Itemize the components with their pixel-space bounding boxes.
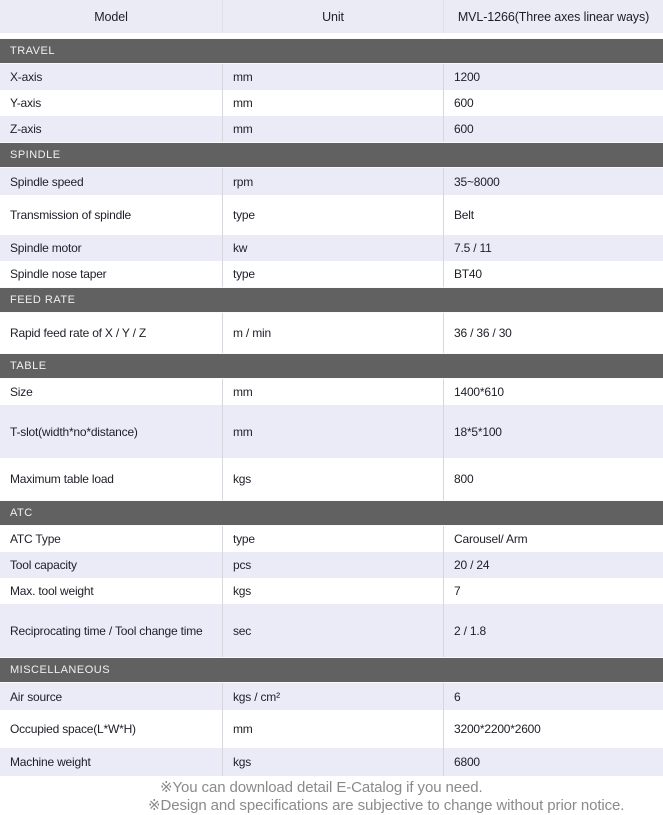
spec-row (0, 526, 663, 552)
section-header: TRAVEL (0, 38, 663, 64)
row-name-cell: Spindle motor (10, 241, 82, 255)
row-value-cell: Belt (443, 195, 663, 235)
row-value-cell: 20 / 24 (443, 552, 663, 578)
row-value-cell: 1400*610 (443, 379, 663, 405)
row-name-cell: ATC Type (10, 532, 61, 546)
row-unit-cell: mm (222, 116, 443, 142)
row-unit-cell: mm (222, 379, 443, 405)
spec-row (0, 313, 663, 353)
row-unit-cell: mm (222, 64, 443, 90)
row-name-cell: Z-axis (10, 122, 42, 136)
row-unit-cell: kgs (222, 458, 443, 500)
row-value-cell: 1200 (443, 64, 663, 90)
section-header: SPINDLE (0, 142, 663, 168)
footnotes (0, 776, 663, 815)
spec-row (0, 578, 663, 604)
column-header-model: Model (94, 9, 128, 24)
row-value-cell: 6800 (443, 748, 663, 776)
row-name-cell: Max. tool weight (10, 584, 94, 598)
row-name-cell: Spindle speed (10, 174, 84, 189)
row-name-cell: Reciprocating time / Tool change time (10, 623, 203, 638)
footnote-disclaimer: ※Design and specifications are subjective to change without prior notice. (148, 797, 625, 814)
row-value-cell: 18*5*100 (443, 405, 663, 458)
section-header: TABLE (0, 353, 663, 379)
row-name-cell: Occupied space(L*W*H) (10, 722, 136, 736)
row-name-cell: X-axis (10, 70, 43, 84)
spec-row (0, 195, 663, 235)
spec-row (0, 683, 663, 710)
row-value-cell: 600 (443, 116, 663, 142)
spec-row (0, 405, 663, 458)
row-unit-cell: kgs / cm² (222, 683, 443, 710)
spec-row (0, 552, 663, 578)
row-unit-cell: type (222, 261, 443, 287)
row-value-cell: 600 (443, 90, 663, 116)
section-header: ATC (0, 500, 663, 526)
row-value-cell: 3200*2200*2600 (443, 710, 663, 748)
row-unit-cell: sec (222, 604, 443, 657)
column-header-model-value: MVL-1266(Three axes linear ways) (443, 0, 663, 33)
row-name-cell: Machine weight (10, 755, 91, 769)
table-header-row (0, 0, 663, 38)
row-unit-cell: kgs (222, 748, 443, 776)
row-value-cell: 36 / 36 / 30 (443, 313, 663, 353)
row-value-cell: 6 (443, 683, 663, 710)
row-unit-cell: type (222, 195, 443, 235)
row-name-cell: Maximum table load (10, 472, 114, 486)
row-value-cell: 800 (443, 458, 663, 500)
spec-row (0, 604, 663, 657)
row-name-cell: Tool capacity (10, 558, 77, 572)
row-unit-cell: pcs (222, 552, 443, 578)
section-header: FEED RATE (0, 287, 663, 313)
row-unit-cell: mm (222, 90, 443, 116)
row-unit-cell: mm (222, 405, 443, 458)
row-name-cell: T-slot(width*no*distance) (10, 424, 138, 439)
spec-row (0, 90, 663, 116)
footnote-ecatalog: ※You can download detail E-Catalog if you need. (160, 779, 483, 796)
spec-row (0, 168, 663, 195)
row-value-cell: BT40 (443, 261, 663, 287)
row-unit-cell: kw (222, 235, 443, 261)
row-name-cell: Spindle nose taper (10, 267, 107, 281)
row-value-cell: 7 (443, 578, 663, 604)
spec-row (0, 748, 663, 776)
spec-row (0, 116, 663, 142)
spec-row (0, 64, 663, 90)
row-unit-cell: rpm (222, 168, 443, 195)
spec-row (0, 261, 663, 287)
sections (0, 38, 663, 776)
row-unit-cell: kgs (222, 578, 443, 604)
row-value-cell: Carousel/ Arm (443, 526, 663, 552)
row-name-cell: Transmission of spindle (10, 208, 132, 222)
row-name-cell: Rapid feed rate of X / Y / Z (10, 326, 147, 340)
spec-row (0, 235, 663, 261)
spec-row (0, 458, 663, 500)
row-name-cell: Y-axis (10, 96, 42, 110)
section-header: MISCELLANEOUS (0, 657, 663, 683)
row-name-cell: Air source (10, 689, 63, 704)
row-value-cell: 2 / 1.8 (443, 604, 663, 657)
row-unit-cell: mm (222, 710, 443, 748)
row-name-cell: Size (10, 385, 33, 399)
row-value-cell: 35~8000 (443, 168, 663, 195)
spec-row (0, 710, 663, 748)
row-unit-cell: m / min (222, 313, 443, 353)
row-value-cell: 7.5 / 11 (443, 235, 663, 261)
column-header-unit: Unit (222, 0, 443, 33)
row-unit-cell: type (222, 526, 443, 552)
spec-row (0, 379, 663, 405)
